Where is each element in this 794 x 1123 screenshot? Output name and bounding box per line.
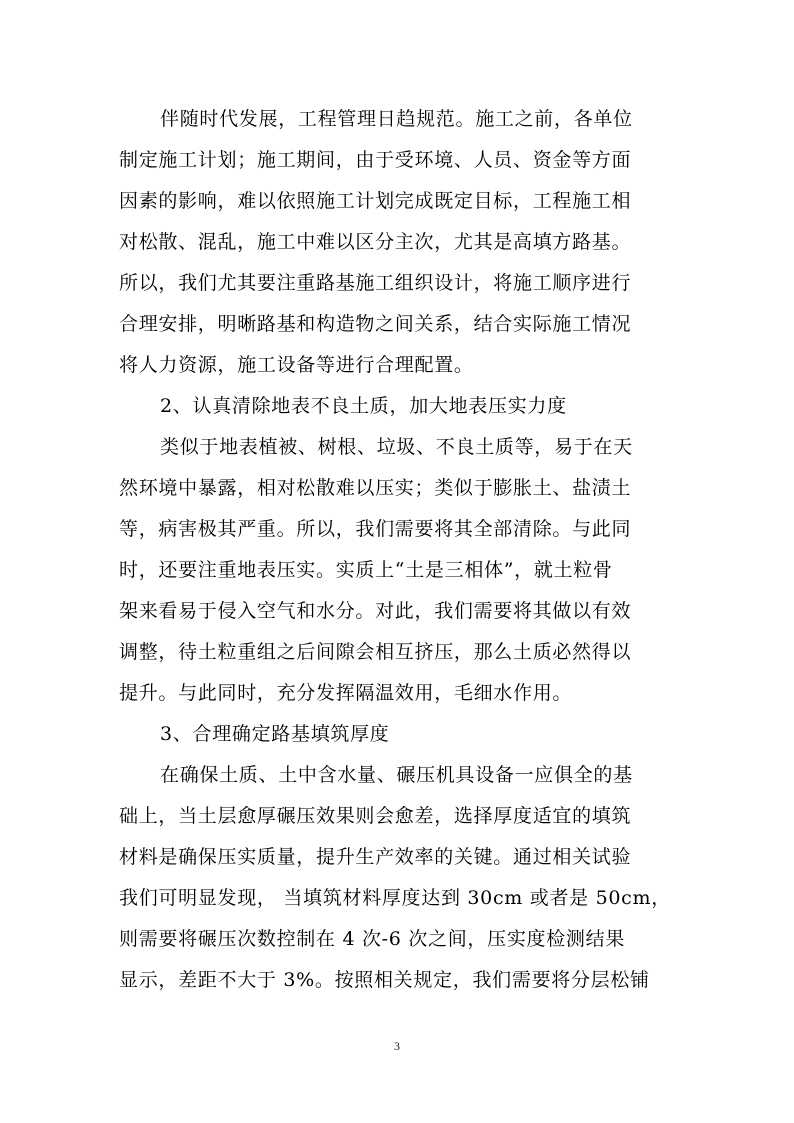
body-line: 础上，当土层愈厚碾压效果则会愈差，选择厚度适宜的填筑: [119, 805, 632, 827]
body-line: 在确保土质、土中含水量、碾压机具设备一应俱全的基: [160, 764, 633, 786]
page-number: 3: [394, 1039, 400, 1053]
body-line: 然环境中暴露，相对松散难以压实；类似于膨胀土、盐渍土: [119, 477, 632, 499]
body-line: 则需要将碾压次数控制在 4 次-6 次之间，压实度检测结果: [119, 928, 626, 950]
body-line: 因素的影响，难以依照施工计划完成既定目标，工程施工相: [119, 190, 632, 212]
body-line: 显示，差距不大于 3%。按照相关规定，我们需要将分层松铺: [119, 969, 650, 991]
body-line: 架来看易于侵入空气和水分。对此，我们需要将其做以有效: [119, 600, 632, 622]
body-line: 对松散、混乱，施工中难以区分主次，尤其是高填方路基。: [119, 231, 632, 253]
body-line: 将人力资源，施工设备等进行合理配置。: [119, 354, 474, 376]
section-heading: 2、认真清除地表不良土质，加大地表压实力度: [160, 395, 567, 417]
body-line: 所以，我们尤其要注重路基施工组织设计，将施工顺序进行: [119, 272, 632, 294]
body-line: 类似于地表植被、树根、垃圾、不良土质等，易于在天: [160, 436, 633, 458]
body-line: 提升。与此同时，充分发挥隔温效用，毛细水作用。: [119, 682, 573, 704]
body-line: 等，病害极其严重。所以，我们需要将其全部清除。与此同: [119, 518, 632, 540]
body-line: 合理安排，明晰路基和构造物之间关系，结合实际施工情况: [119, 313, 632, 335]
body-line: 调整，待土粒重组之后间隙会相互挤压，那么土质必然得以: [119, 641, 632, 663]
body-line: 制定施工计划；施工期间，由于受环境、人员、资金等方面: [119, 149, 632, 171]
body-line: 我们可明显发现， 当填筑材料厚度达到 30cm 或者是 50cm，: [119, 887, 671, 909]
body-line: 材料是确保压实质量，提升生产效率的关键。通过相关试验: [119, 846, 632, 868]
body-line: 时，还要注重地表压实。实质上“土是三相体”，就土粒骨: [119, 559, 613, 581]
body-line: 伴随时代发展，工程管理日趋规范。施工之前，各单位: [160, 108, 633, 130]
section-heading: 3、合理确定路基填筑厚度: [160, 723, 390, 745]
